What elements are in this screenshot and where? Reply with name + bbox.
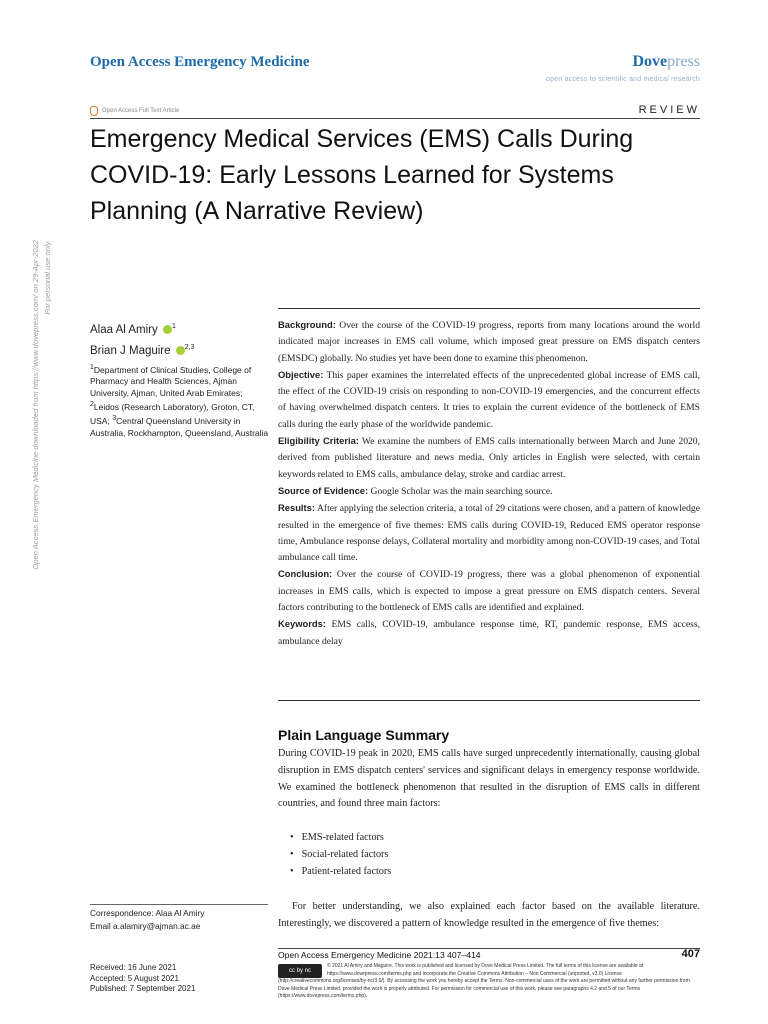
header-divider xyxy=(90,118,700,119)
correspondence-email[interactable]: Email a.alamiry@ajman.ac.ae xyxy=(90,920,201,931)
author-affiliation-ref: 1 xyxy=(171,323,176,330)
author-name: Brian J Maguire xyxy=(90,344,171,357)
publisher-light: press xyxy=(667,53,700,70)
watermark-line-1: Open Access Emergency Medicine downloaded from https://www.dovepress.com/ on 29-Apr-2022 xyxy=(31,240,40,570)
list-item: • Patient-related factors xyxy=(290,863,391,880)
article-type: REVIEW xyxy=(638,104,700,116)
abstract xyxy=(278,317,700,650)
summary-paragraph-2: For better understanding, we also explained each factor based on the available literature. Interestingly, we discovered a pattern of knowledge resulted in the emergence of five themes: xyxy=(278,901,700,929)
section-text: Over the course of COVID-19 progress, there was a global phenomenon of exponential increases in EMS calls, which is expected to impose a great pressure on EMS dispatch centers. Several factors contributing to the bottleneck of EMS calls are identified and explained. xyxy=(278,569,700,614)
publisher-bold: Dove xyxy=(632,53,668,70)
section-text: Google Scholar was the main searching source. xyxy=(368,485,553,497)
abstract-conclusion xyxy=(278,566,700,616)
section-text: EMS calls, COVID-19, ambulance response time, RT, pandemic response, EMS access, ambulance delay xyxy=(278,619,700,647)
correspondence-divider xyxy=(90,904,268,905)
publisher-logo xyxy=(632,53,700,71)
section-text: This paper examines the interrelated effects of the unprecedented global increase of EMS call, the effect of the COVID-19 crisis on responding to non-COVID-19 emergencies, and the concurrent effects of having overwhelmed dispatch centers. It tries to explain the current evidence of the bottleneck of EMS calls during the early phase of the worldwide pandemic. xyxy=(278,369,700,430)
abstract-bottom-divider xyxy=(278,700,700,701)
open-access-label xyxy=(90,106,179,116)
abstract-eligibility xyxy=(278,433,700,483)
open-access-icon xyxy=(90,106,98,116)
list-item: • Social-related factors xyxy=(290,846,391,863)
cc-license-icon[interactable]: cc by nc xyxy=(278,964,322,978)
watermark-line-2: For personal use only. xyxy=(43,240,52,315)
author-1 xyxy=(90,318,194,339)
abstract-results xyxy=(278,500,700,566)
footer-citation: Open Access Emergency Medicine 2021:13 407–414 xyxy=(278,950,481,960)
summary-heading: Plain Language Summary xyxy=(278,727,450,743)
publisher-tagline: open access to scientific and medical research xyxy=(546,76,700,83)
received-date: Received: 16 June 2021 xyxy=(90,963,177,972)
abstract-background xyxy=(278,317,700,367)
section-text: Over the course of the COVID-19 progress, reports from many locations around the world indicated major increases in EMS call volume, which imposed great pressure on EMS dispatch centers (EMSDC) globally. No studies yet have been done to examine this phenomenon. xyxy=(278,320,700,364)
section-label: Keywords: xyxy=(278,618,326,630)
section-text: After applying the selection criteria, a total of 29 citations were chosen, and a pattern of knowledge resulted in the emergence of five themes: EMS calls during COVID-19, Reduced EMS operator response time, Ambulance response delays, Collateral mortality and morbidity among non-COVID-19 cases, and Total ambulance call time. xyxy=(278,503,700,564)
section-label: Results: xyxy=(278,502,315,514)
abstract-keywords xyxy=(278,616,700,650)
affil-sup: 3 xyxy=(112,415,117,423)
affil-text: Central Queensland University in Australia, Rockhampton, Queensland, Australia xyxy=(90,416,269,438)
author-2 xyxy=(90,339,194,360)
list-item: • EMS-related factors xyxy=(290,829,391,846)
section-label: Background: xyxy=(278,319,336,330)
license-body: © 2021 Al Amiry and Maguire. This work is published and licensed by Dove Medical Press Limited. The full terms of this license are available at https://www.dovepress.com/terms.php and incorporate the Creative Commons Attribution – Non Commercial (unported, v3.0) License (http://creativecommons.org/licenses/by-nc/3.0/). By accessing the work you hereby accept the Terms. Non-commercial uses of the work are permitted without any further permission from Dove Medical Press Limited, provided the work is properly attributed. For permission for commercial use of this work, please see paragraphs 4.2 and 5 of our Terms (https://www.dovepress.com/terms.php). xyxy=(278,963,690,1000)
summary-factor-list xyxy=(290,829,391,880)
section-label: Source of Evidence: xyxy=(278,484,369,496)
abstract-top-divider xyxy=(278,308,700,309)
section-text: We examine the numbers of EMS calls internationally between March and June 2020, derived from published literature and news media. Only articles in English were selected, with certain keywords related to EMS calls, ambulance delay, stroke and cardiac arrest. xyxy=(278,436,700,480)
affil-sup: 1 xyxy=(90,364,94,371)
affil-text: Leidos (Research Laboratory), Groton, CT, USA; xyxy=(90,401,255,427)
page-number: 407 xyxy=(681,948,700,960)
published-date: Published: 7 September 2021 xyxy=(90,984,196,993)
section-label: Objective: xyxy=(278,368,324,380)
author-affiliation-ref: 2,3 xyxy=(184,343,195,351)
affiliations xyxy=(90,362,270,439)
license-text xyxy=(278,963,700,1001)
affil-text: Department of Clinical Studies, College of Pharmacy and Health Sciences, Ajman University, Ajman, United Arab Emirates; xyxy=(90,364,252,398)
download-watermark xyxy=(30,240,60,640)
journal-name: Open Access Emergency Medicine xyxy=(90,54,310,70)
abstract-source xyxy=(278,483,700,500)
publication-dates xyxy=(90,963,195,995)
summary-paragraph-1 xyxy=(278,746,700,813)
watermark-text xyxy=(30,240,54,640)
author-name: Alaa Al Amiry xyxy=(90,323,158,336)
section-label: Eligibility Criteria: xyxy=(278,435,359,447)
abstract-objective xyxy=(278,367,700,433)
footer-divider xyxy=(278,948,700,949)
author-list xyxy=(90,318,194,360)
correspondence xyxy=(90,907,204,932)
section-label: Conclusion: xyxy=(278,568,333,580)
orcid-icon[interactable] xyxy=(176,346,185,355)
affil-sup: 2 xyxy=(90,401,94,409)
open-access-text: Open Access Full Text Article xyxy=(102,108,180,114)
orcid-icon[interactable] xyxy=(163,325,172,334)
correspondence-author: Correspondence: Alaa Al Amiry xyxy=(90,908,205,918)
article-title: Emergency Medical Services (EMS) Calls During COVID-19: Early Lessons Learned for Systems Planning (A Narrative Review) xyxy=(90,125,634,225)
accepted-date: Accepted: 5 August 2021 xyxy=(90,973,179,983)
paragraph-text: During COVID-19 peak in 2020, EMS calls have surged unprecedently internationally, causing global disruption in EMS dispatch centers' services and significant delays in emergency response worldwide. We examined the bottleneck phenomenon that resulted in the disruption of EMS calls in different countries, and found three main factors: xyxy=(278,748,700,810)
